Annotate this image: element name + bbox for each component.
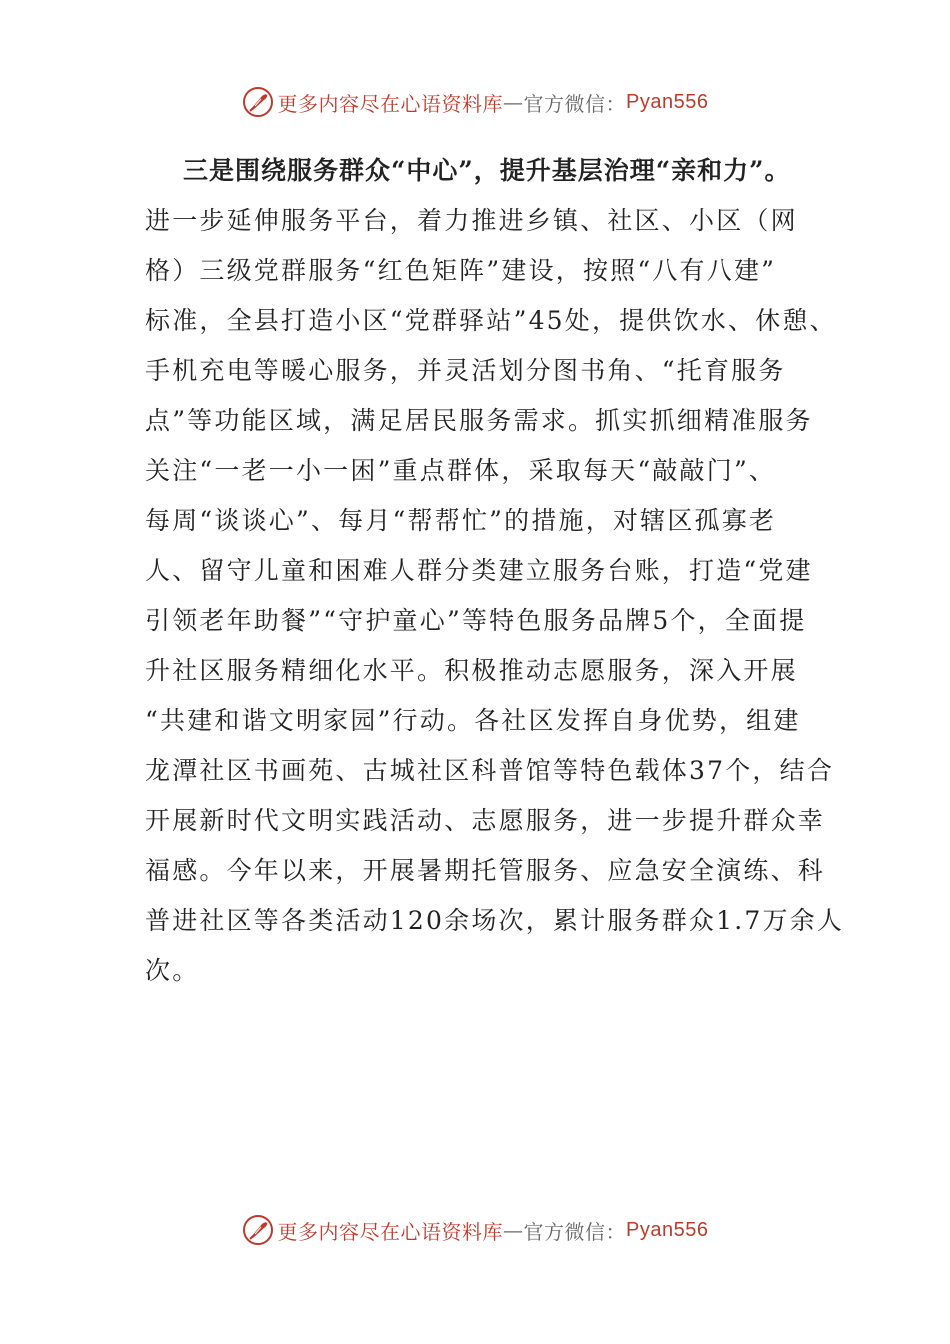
body-line: 每周“谈谈心”、每月“帮帮忙”的措施，对辖区孤寡老 [145, 506, 777, 535]
body-line: 次。 [145, 956, 200, 985]
body-line: 龙潭社区书画苑、古城社区科普馆等特色载体37个，结合 [145, 756, 835, 785]
body-line: 标准，全县打造小区“党群驿站”45处，提供饮水、休憩、 [145, 306, 837, 335]
body-line: 进一步延伸服务平台，着力推进乡镇、社区、小区（网 [145, 206, 798, 235]
watermark-separator: — [503, 1218, 524, 1242]
watermark-wechat-label: 官方微信： [523, 1219, 627, 1244]
body-line: 关注“一老一小一困”重点群体，采取每天“敲敲门”、 [145, 456, 777, 485]
body-line: 升社区服务精细化水平。积极推动志愿服务，深入开展 [145, 656, 798, 685]
body-line: 人、留守儿童和困难人群分类建立服务台账，打造“党建 [145, 556, 813, 585]
header-watermark [0, 82, 950, 122]
footer-watermark [0, 1210, 950, 1250]
watermark-site-text: 更多内容尽在心语资料库 [277, 91, 504, 116]
body-line: 格）三级党群服务“红色矩阵”建设，按照“八有八建” [145, 256, 777, 285]
heading-line [145, 146, 810, 196]
watermark-wechat-label: 官方微信： [523, 91, 627, 116]
watermark-wechat-id: Pyan556 [626, 90, 709, 113]
watermark-wechat-id: Pyan556 [626, 1218, 709, 1241]
body-line: 开展新时代文明实践活动、志愿服务，进一步提升群众幸 [145, 806, 826, 835]
body-line: 点”等功能区域，满足居民服务需求。抓实抓细精准服务 [145, 406, 813, 435]
body-line: “共建和谐文明家园”行动。各社区发挥自身优势，组建 [145, 706, 801, 735]
body-line: 普进社区等各类活动120余场次，累计服务群众1.7万余人 [145, 906, 845, 935]
body-line: 手机充电等暖心服务，并灵活划分图书角、“托育服务 [145, 356, 786, 385]
watermark-separator: — [503, 90, 524, 114]
body-line: 福感。今年以来，开展暑期托管服务、应急安全演练、科 [145, 856, 826, 885]
body-line: 引领老年助餐”“守护童心”等特色服务品牌5个，全面提 [145, 606, 807, 635]
watermark-site-text: 更多内容尽在心语资料库 [277, 1219, 504, 1244]
document-body [145, 146, 845, 996]
quill-pen-icon [242, 86, 274, 118]
section-heading: 三是围绕服务群众“中心”，提升基层治理“亲和力”。 [183, 156, 791, 185]
quill-pen-icon [242, 1214, 274, 1246]
